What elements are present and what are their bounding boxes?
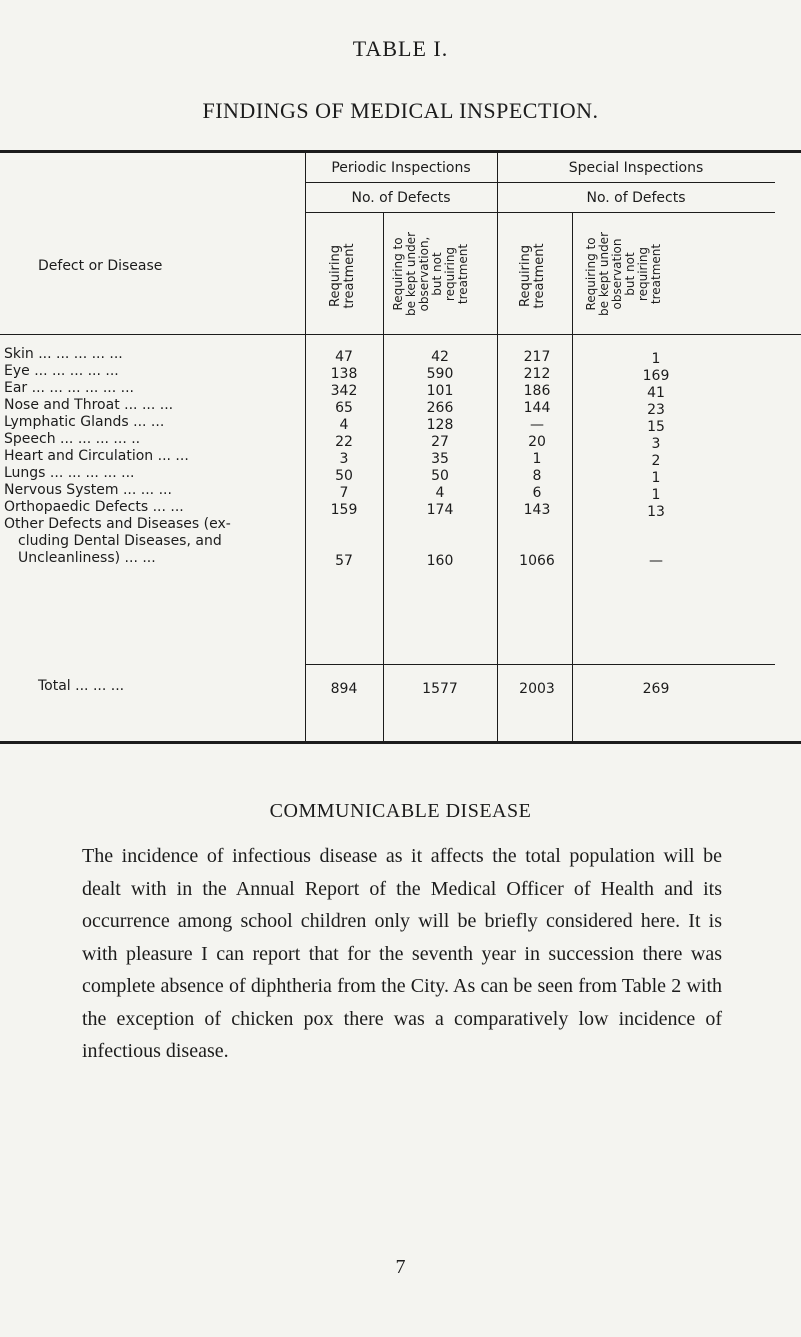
header-bottom-rule — [0, 334, 801, 335]
cell: 143 — [523, 502, 551, 518]
special-subheader: No. of Defects — [586, 190, 686, 206]
cell: 160 — [426, 553, 454, 569]
row-label: Other Defects and Diseases (ex- — [4, 516, 231, 532]
cell: 41 — [647, 385, 665, 401]
cell: 174 — [426, 502, 454, 518]
cell: 4 — [339, 417, 349, 433]
cell: 20 — [528, 434, 546, 450]
page-number: 7 — [395, 1256, 406, 1278]
cell: 13 — [647, 504, 665, 520]
cell: 266 — [426, 400, 454, 416]
periodic-group-header: Periodic Inspections — [331, 160, 471, 176]
cell: 50 — [335, 468, 353, 484]
table-bottom-rule — [0, 741, 801, 744]
cell: 1577 — [422, 681, 458, 697]
cell: 65 — [335, 400, 353, 416]
cell: 342 — [330, 383, 358, 399]
row-label: Uncleanliness) ... ... — [18, 550, 156, 566]
row-label: Eye ... ... ... ... ... — [4, 363, 119, 379]
table-subtitle: FINDINGS OF MEDICAL INSPECTION. — [202, 98, 599, 123]
row-label: Speech ... ... ... ... .. — [4, 431, 141, 447]
cell: 7 — [339, 485, 349, 501]
cell: 144 — [523, 400, 551, 416]
row-label: Orthopaedic Defects ... ... — [4, 499, 184, 515]
group-header-rule — [305, 182, 775, 183]
row-label: Total ... ... ... — [38, 678, 125, 694]
cell: 22 — [335, 434, 353, 450]
row-label: Nervous System ... ... ... — [4, 482, 172, 498]
special-group-header: Special Inspections — [568, 160, 704, 176]
row-label: Lungs ... ... ... ... ... — [4, 465, 135, 481]
row-label: Lymphatic Glands ... ... — [4, 414, 165, 430]
section-heading: COMMUNICABLE DISEASE — [269, 800, 532, 822]
cell: 27 — [431, 434, 449, 450]
cell: — — [530, 417, 544, 433]
cell: — — [649, 553, 663, 569]
cell: 1 — [532, 451, 542, 467]
cell: 101 — [426, 383, 454, 399]
cell: 212 — [523, 366, 551, 382]
cell: 138 — [330, 366, 358, 382]
row-label: cluding Dental Diseases, and — [18, 533, 222, 549]
cell: 269 — [642, 681, 670, 697]
cell: 1 — [651, 487, 661, 503]
cell: 1 — [651, 351, 661, 367]
row-label: Heart and Circulation ... ... — [4, 448, 189, 464]
row-label: Skin ... ... ... ... ... — [4, 346, 123, 362]
column-rule — [572, 212, 573, 741]
table-top-rule — [0, 150, 801, 153]
cell: 159 — [330, 502, 358, 518]
col-header-special-treatment: Requiring treatment — [518, 243, 547, 309]
col-header-periodic-treatment: Requiring treatment — [328, 243, 357, 309]
periodic-subheader: No. of Defects — [351, 190, 451, 206]
row-label: Ear ... ... ... ... ... ... — [4, 380, 134, 396]
cell: 47 — [335, 349, 353, 365]
cell: 4 — [435, 485, 445, 501]
cell: 128 — [426, 417, 454, 433]
column-rule — [497, 153, 498, 741]
table-title: TABLE I. — [352, 36, 449, 61]
col-header-special-observation: Requiring to be kept under observation but not requiring treatment — [584, 232, 663, 316]
cell: 8 — [532, 468, 542, 484]
total-top-rule — [305, 664, 775, 665]
cell: 1 — [651, 470, 661, 486]
cell: 15 — [647, 419, 665, 435]
defect-header: Defect or Disease — [38, 258, 163, 274]
body-paragraph: The incidence of infectious disease as it affects the total population will be dealt with in the Annual Report of the Medical Officer of Health and its occurrence among school children only will be briefly considered here. It is with pleasure I can report that for the seventh year in succession there was complete absence of diphtheria from the City. As can be seen from Table 2 with the exception of chicken pox there was a comparatively low incidence of infectious disease. — [82, 845, 722, 1062]
cell: 42 — [431, 349, 449, 365]
cell: 6 — [532, 485, 542, 501]
cell: 186 — [523, 383, 551, 399]
cell: 57 — [335, 553, 353, 569]
cell: 23 — [647, 402, 665, 418]
cell: 3 — [339, 451, 349, 467]
cell: 169 — [642, 368, 670, 384]
cell: 2 — [651, 453, 661, 469]
cell: 3 — [651, 436, 661, 452]
col-header-periodic-observation: Requiring to be kept under observation, but not requiring treatment — [391, 232, 470, 316]
cell: 590 — [426, 366, 454, 382]
cell: 35 — [431, 451, 449, 467]
column-rule — [383, 212, 384, 741]
cell: 50 — [431, 468, 449, 484]
column-rule — [305, 153, 306, 741]
cell: 2003 — [519, 681, 555, 697]
cell: 217 — [523, 349, 551, 365]
cell: 1066 — [519, 553, 555, 569]
findings-table — [0, 150, 801, 762]
subheader-rule — [305, 212, 775, 213]
cell: 894 — [330, 681, 358, 697]
row-label: Nose and Throat ... ... ... — [4, 397, 174, 413]
